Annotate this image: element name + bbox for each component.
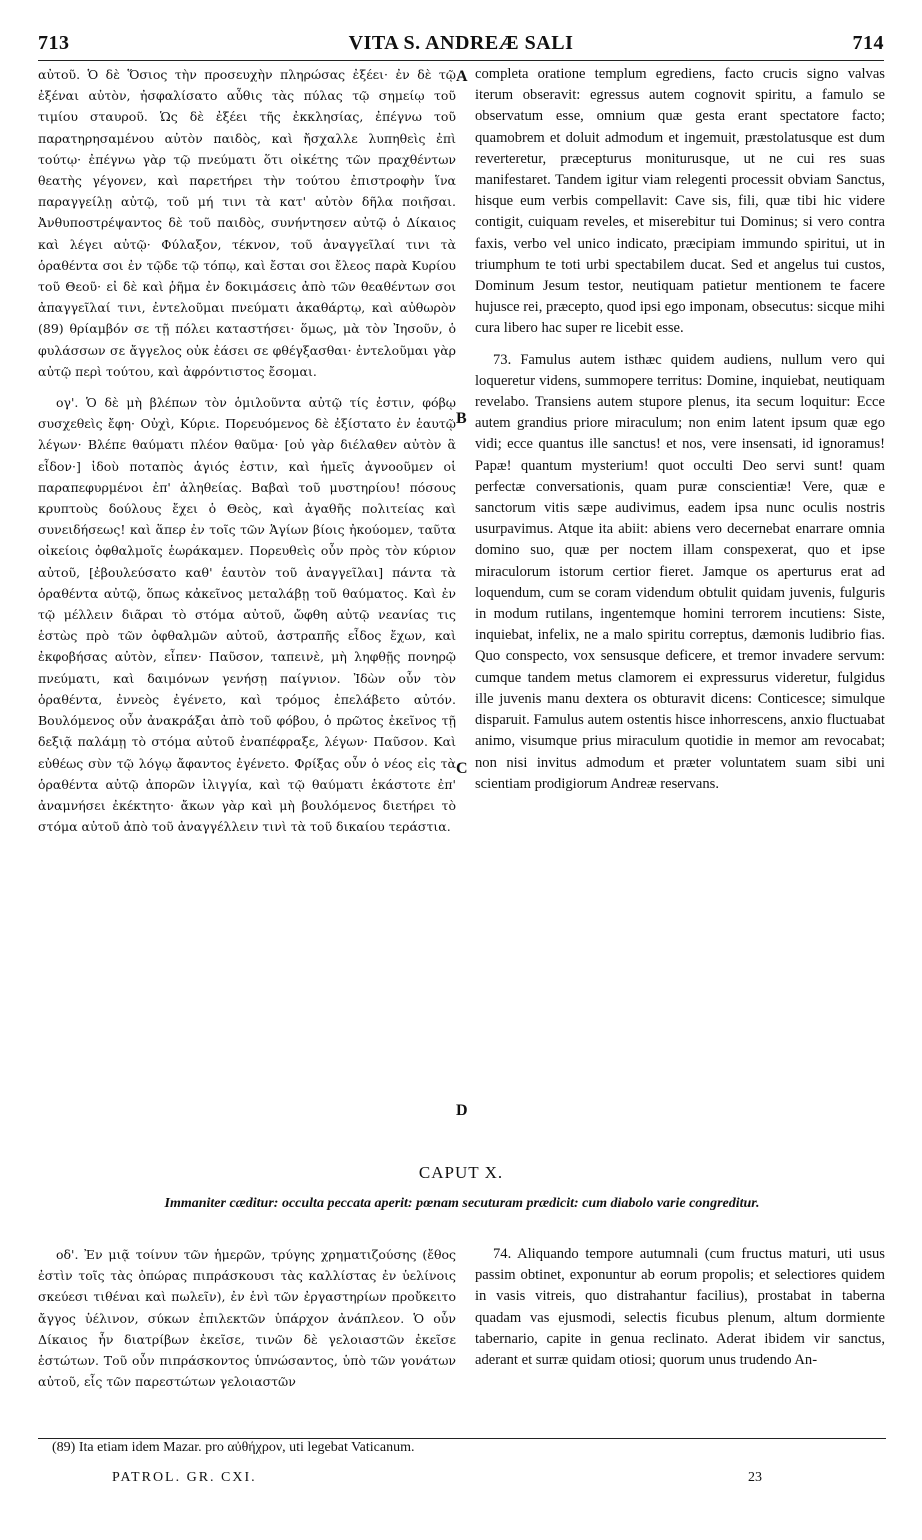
footer-series: PATROL. GR. CXI. xyxy=(112,1470,257,1485)
running-title: VITA S. ANDREÆ SALI xyxy=(348,32,574,54)
footnote: (89) Ita etiam idem Mazar. pro αὐθήχρον, uti legebat Vaticanum. xyxy=(52,1440,415,1455)
page-number-left: 713 xyxy=(38,32,70,54)
greek-paragraph: ογ'. Ὁ δὲ μὴ βλέπων τὸν ὁμιλοῦντα αὐτῷ τίς ἐστιν, φόβῳ συσχεθεὶς ἔφη· Οὐχὶ, Κύριε. Πορευόμενος δὲ ἐξίστατο ἐν ἑαυτῷ λέγων· Βλέπε θαύματι πλέον θαῦμα· [οὐ γὰρ διέλαθεν αὐτὸν ἃ εἶδον·] ἰδοὺ ποταπὸς ἁγιός ἐστιν, καὶ ἡμεῖς ἀγνοοῦμεν οἱ παραπεφυρμένοι ἐπ' ἀληθείας. Βαβαὶ τοῦ μυστηρίου! πόσους κρυπτοὺς δούλους ἔχει ὁ Θεὸς, καὶ ἀγαθῆς πολιτείας καὶ συνειδήσεως! καὶ ἅπερ ἐν τοῖς τῶν Ἁγίων βίοις ἠκούομεν, ταῦτα οἰκείοις ὀφθαλμοῖς ἑωράκαμεν. Πορευθεὶς οὖν πρὸς τὸν κύριον αὐτοῦ, [ἐβουλεύσατο καθ' ἑαυτὸν τοῦ ἀναγγεῖλαι] πάντα τὰ ὁραθέντα αὐτῷ, ὅπως κἀκεῖνος μεταλάβῃ τοῦ θαύματος. Καὶ ἐν τῷ μέλλειν διᾶραι τὸ στόμα αὐτοῦ, ὤφθη αὐτῷ νεανίας τις ἑστὼς πρὸ τῶν ὀφθαλμῶν αὐτοῦ, ἀστραπῆς εἶδος ἔχων, καὶ ἐκφοβήσας αὐτὸν, εἶπεν· Παῦσον, ταπεινὲ, μὴ ληφθῇς πονηρῷ πνεύματι, καὶ δαιμόνων γενήσῃ παίγνιον. Ἰδὼν οὖν τὸν ὁραθέντα, ἐννεὸς ἐγένετο, καὶ τρόμος ἐπελάβετο αὐτόν. Βουλόμενος οὖν ἀνακράξαι ἀπὸ τοῦ φόβου, ὁ πρῶτος ἐκεῖνος τῇ δεξιᾷ παλάμῃ τὸ στόμα αὐτοῦ ἐναπέφραξε, λέγων· Παῦσον. Καὶ εὐθέως σὺν τῷ λόγῳ ἄφαντος ἐγένετο. Φρίξας οὖν ὁ νέος εἰς τὰ ὁραθέντα αὐτῷ ἀπορῶν ἰλιγγία, καὶ τῷ θαύματι ἑκάστοτε ἐπ' ἀναμνήσει ἐκέκτητο· ἄκων γὰρ καὶ μὴ βουλόμενος διετήρει τὸ στόμα αὐτοῦ ἀπὸ τοῦ ἀναγγέλλειν τινὶ τὰ τοῦ δικαίου τεράστια. xyxy=(38,395,456,835)
page-number-right: 714 xyxy=(852,32,884,54)
section-marker-a: A xyxy=(456,68,468,85)
section-marker-d: D xyxy=(456,1102,468,1119)
latin-paragraph: 74. Aliquando tempore autumnali (cum fructus maturi, uti usus passim obtinet, exponuntur ab eorum propolis; et selectiores quidem in vasis vitreis, quo distrahantur facilius), prostabat in taberna quadam vas ejusmodi, selectis ficubus plenum, altum dormiente tabernario, capite in genua reclinato. Aderat ibidem vir sanctus, aderant et surræ quidam otiosi; quorum unus trudendo An- xyxy=(475,1246,885,1369)
latin-column-top xyxy=(475,64,885,805)
section-marker-b: B xyxy=(456,410,467,427)
footnote-rule xyxy=(38,1438,886,1439)
chapter-title: CAPUT X. xyxy=(418,1163,504,1182)
greek-column-top xyxy=(38,64,456,847)
latin-paragraph: 73. Famulus autem isthæc quidem audiens, nullum vero qui loqueretur videns, summopere territus: Domine, inquiebat, neutiquam revelabo. Transiens autem stupore plenus, ita secum loquitur: Ecce autem grandius priore miraculum; non enim latent ipsum quæ ego vidi; ecce quantus ille sanctus! et nos, vere insensati, id ignoramus! Papæ! quantum mysterium! quot occulti Deo servi sunt! quam perfectæ conversationis, quam puræ conscientiæ! Vere, quæ e sanctorum vitis sæpe audivimus, eadem ipsa nunc oculis nostris usurpavimus. Atque ita abiit: abiens vero decernebat enarrare omnia domino suo, quæ per noctem illam conspexerat, quo et ipse miraculorum istorum certior fieret. Jamque os aperturus erat ad loquendum, cum se coram videndum obtulit quidam juvenis, fulguris in modum rutilans, ingentemque homini terrorem incutiens: Siste, inquiebat, infelix, ne a malo spiritu correptus, dæmonis ludibrio fias. Quo conspecto, vox sensusque deficere, et tremor invadere servum: cumque tandem metus clamorem ei expressurus videretur, fulgidus ille juvenis manu dextera os obturavit dicens: Conticesce; simulque disparuit. Famulus autem ostentis hisce inhorrescens, anxio fluctuabat animo, visumque prius miraculum quotidie in memor am revocabat; non nisi invitus admodum et præter voluntatem suam sibi uni scientiam prodigiorum Andreæ reservans. xyxy=(475,351,885,792)
footer-signature: 23 xyxy=(748,1470,762,1485)
greek-paragraph: αὐτοῦ. Ὁ δὲ Ὅσιος τὴν προσευχὴν πληρώσας ἐξέει· ἐν δὲ τῷ ἐξέναι αὐτὸν, ἠσφαλίσατο αὖθις τὰς πύλας τῷ σημείῳ τοῦ τιμίου σταυροῦ. Ὡς δὲ ἐξέει τῆς ἐκκλησίας, ἐπέγνω τοῦ παρατηρησαμένου αὐτὸν παιδὸς, καὶ ἤσχαλλε λυπηθεὶς ἐπὶ τούτῳ· ἐπέγνω γὰρ τῷ πνεύματι ὅτι οἰκέτης τῶν πραχθέντων θεατὴς γέγονεν, καὶ παρετήρει τὴν τούτου ἐπιστροφὴν ἵνα παραγγείλῃ αὐτῷ, τοῦ μή τινι τὰ κατ' αὐτὸν δῆλα ποιῆσαι. Ἀνθυποστρέψαντος δὲ τοῦ παιδὸς, συνήντησεν αὐτῷ ὁ Δίκαιος καὶ λέγει αὐτῷ· Φύλαξον, τέκνον, τοῦ ἀναγγεῖλαί τινι τὰ ὁραθέντα σοι ἐν τῷδε τῷ τόπῳ, καὶ ἔσται σοι ἔλεος παρὰ Κυρίου τοῦ Θεοῦ· εἰ δὲ καὶ ῥῆμα ἐν δοκιμάσεις ἀπὸ τῶν θεαθέντων σοι ἀπαγγεῖλαί τινι, ἐντελοῦμαι πνεύματι ἀκαθάρτῳ, καὶ αὐθωρὸν (89) θρίαμβόν σε τῇ πόλει καταστήσει· ὅμως, μὰ τὸν Ἰησοῦν, ὁ φυλάσσων σε ἄγγελος οὐκ ἐάσει σε φθέγξασθαι· ἐντελοῦμαι γὰρ αὐτῷ περὶ τούτου, καὶ ἀφρόντιστος ἔσομαι. xyxy=(38,67,456,379)
latin-column-bottom xyxy=(475,1244,885,1381)
running-header xyxy=(38,20,884,61)
greek-paragraph: οδ'. Ἐν μιᾷ τοίνυν τῶν ἡμερῶν, τρύγης χρηματιζούσης (ἔθος ἐστὶν τοῖς τὰς ὀπώρας πιπράσκουσι τὰς καλλίστας ἐν ὑελίνοις σκεύεσι τιθέναι καὶ πωλεῖν), ἐν ἑνὶ τῶν ἐργαστηρίων προὔκειτο ἄγγος ὑέλινον, σύκων ἐπιλεκτῶν ὑπάρχον ἀνάπλεον. Ὁ οὖν Δίκαιος ἦν διατρίβων ἐκεῖσε, τινῶν δὲ γελοιαστῶν ἐκεῖσε ἑστώτων. Τοῦ οὖν πιπράσκοντος ὑπνώσαντος, ὑπὸ τῶν γονάτων αὐτοῦ, εἷς τῶν παρεστώτων γελοιαστῶν xyxy=(38,1247,456,1390)
section-marker-c: C xyxy=(456,760,468,777)
latin-paragraph: completa oratione templum egrediens, facto crucis signo valvas iterum obseravit: egressus autem cognovit spiritu, a famulo se observatum esse, omnium quæ gesta erant spectatore facto; quamobrem et doluit admodum et ingemuit, præstolatusque est dum reverteretur, præcepturus moniturusque, ut ne cui res suas manifestaret. Tandem igitur viam relegenti processit obviam Sanctus, hisque eum verbis compellavit: Cave sis, fili, quæ tibi hic videre contigit, cuiquam reveles, et miserebitur tui Dominus; si vero contra faxis, verbo vel unico indicato, præcipiam immundo spiritui, ut in triumphum te toti urbi spectabilem ducat. Sed et angelus tui custos, Dominum Jesum testor, neutiquam patietur mentionem te facere hujusce rei, præcepto, quod ipsi ego imponam, obsecutus: sicque mihi cura libero hac super re licebit esse. xyxy=(475,66,885,337)
greek-column-bottom xyxy=(38,1244,456,1402)
chapter-summary: Immaniter cæditur: occulta peccata aperit: pœnam secuturam prædicit: cum diabolo varie congreditur. xyxy=(164,1196,760,1211)
